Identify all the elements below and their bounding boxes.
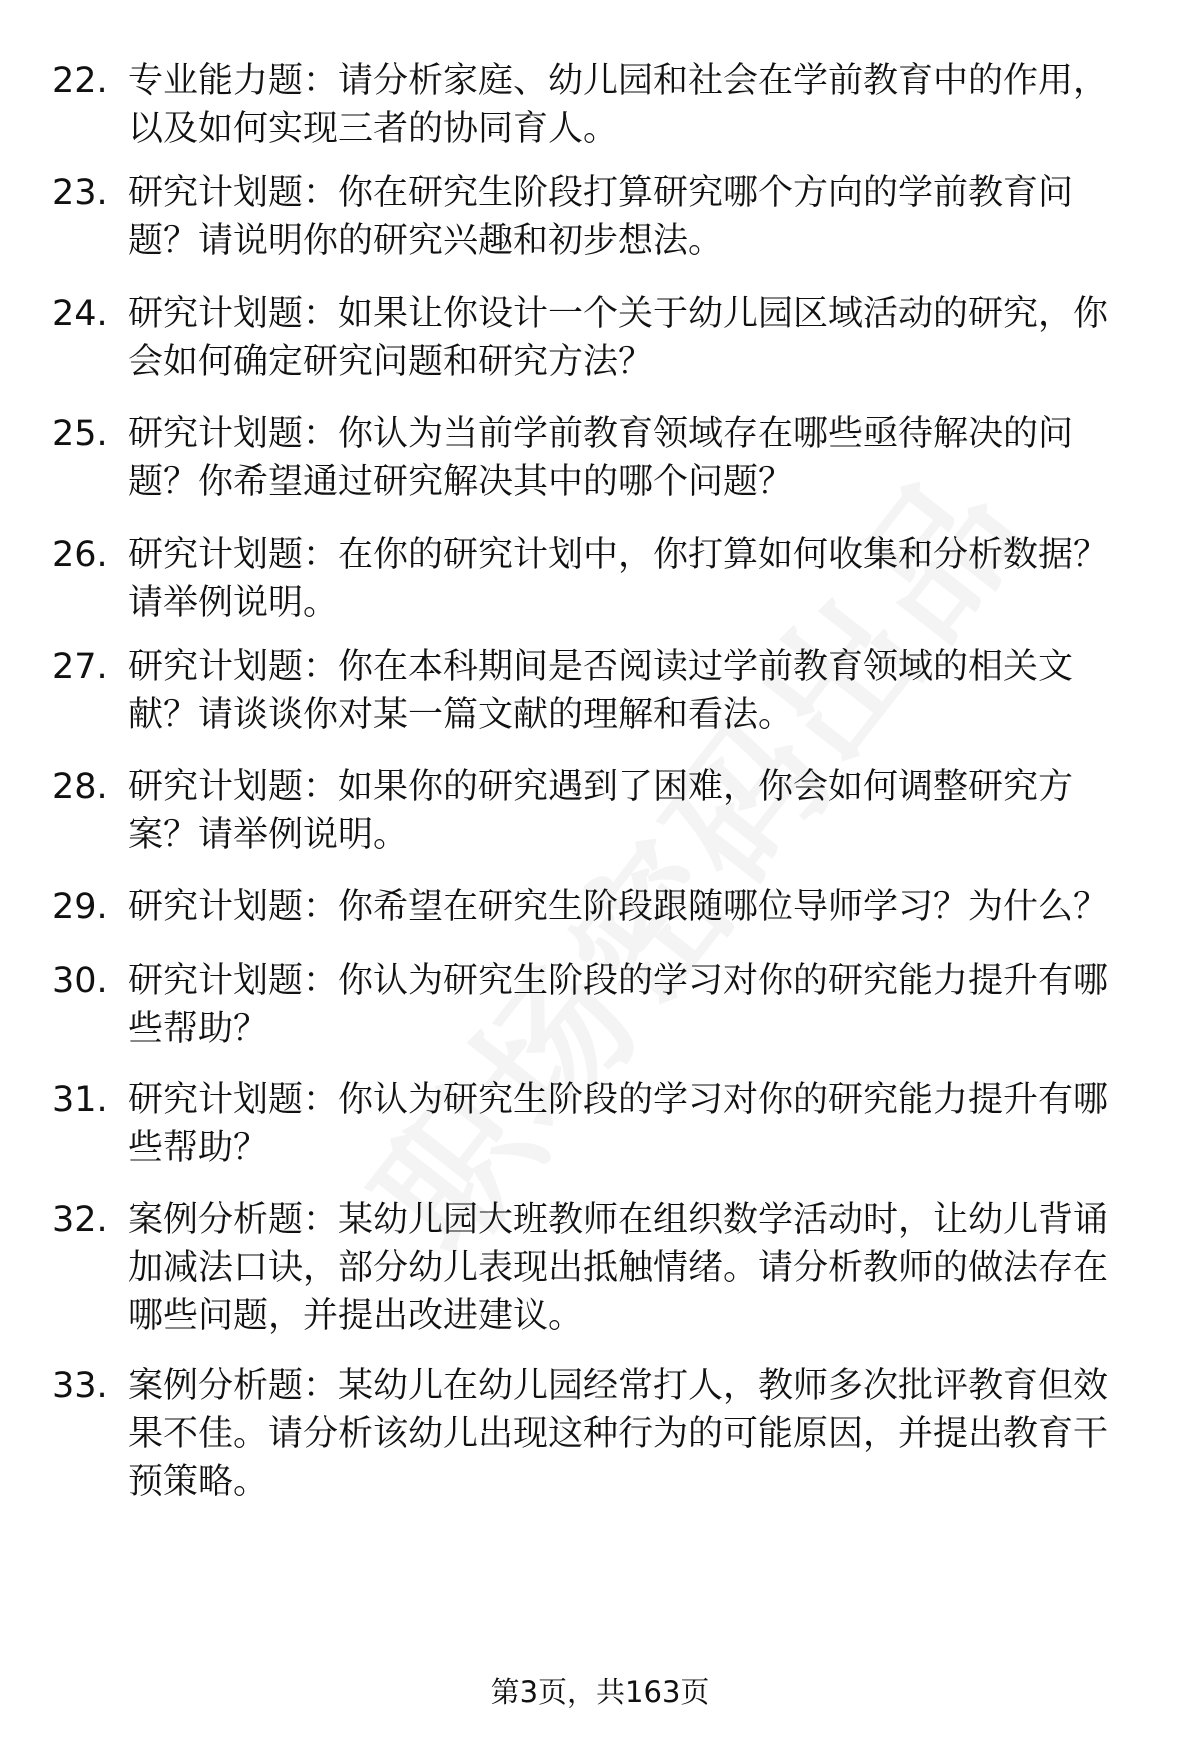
question-number: 24.: [52, 294, 108, 334]
question-number: 23.: [52, 173, 108, 213]
question-number: 22.: [52, 61, 108, 101]
question-text: 研究计划题：你认为研究生阶段的学习对你的研究能力提升有哪些帮助？: [128, 1080, 1109, 1168]
question-number: 27.: [52, 647, 108, 687]
question-number: 25.: [52, 414, 108, 454]
question-number: 26.: [52, 535, 108, 575]
question-text: 研究计划题：你在本科期间是否阅读过学前教育领域的相关文献？请谈谈你对某一篇文献的理解和看法。: [128, 647, 1074, 735]
question-number: 33.: [52, 1366, 108, 1406]
question-number: 29.: [52, 887, 108, 927]
question-text: 研究计划题：如果你的研究遇到了困难，你会如何调整研究方案？请举例说明。: [128, 767, 1074, 855]
question-text: 专业能力题：请分析家庭、幼儿园和社会在学前教育中的作用，以及如何实现三者的协同育人。: [128, 61, 1109, 149]
question-text: 研究计划题：你认为研究生阶段的学习对你的研究能力提升有哪些帮助？: [128, 961, 1109, 1049]
question-text: 研究计划题：你认为当前学前教育领域存在哪些亟待解决的问题？你希望通过研究解决其中的哪个问题？: [128, 414, 1074, 502]
question-text: 研究计划题：你希望在研究生阶段跟随哪位导师学习？为什么？: [128, 887, 1109, 927]
question-number: 28.: [52, 767, 108, 807]
question-text: 案例分析题：某幼儿在幼儿园经常打人，教师多次批评教育但效果不佳。请分析该幼儿出现这种行为的可能原因，并提出教育干预策略。: [128, 1366, 1109, 1502]
question-text: 研究计划题：你在研究生阶段打算研究哪个方向的学前教育问题？请说明你的研究兴趣和初步想法。: [128, 173, 1074, 261]
question-number: 31.: [52, 1080, 108, 1120]
question-number: 32.: [52, 1200, 108, 1240]
page-number-footer: 第3页，共163页: [490, 1675, 710, 1709]
question-text: 研究计划题：在你的研究计划中，你打算如何收集和分析数据？请举例说明。: [128, 535, 1109, 623]
question-number: 30.: [52, 961, 108, 1001]
question-text: 案例分析题：某幼儿园大班教师在组织数学活动时，让幼儿背诵加减法口诀，部分幼儿表现出抵触情绪。请分析教师的做法存在哪些问题，并提出改进建议。: [128, 1200, 1109, 1336]
question-text: 研究计划题：如果让你设计一个关于幼儿园区域活动的研究，你会如何确定研究问题和研究方法？: [128, 294, 1109, 382]
